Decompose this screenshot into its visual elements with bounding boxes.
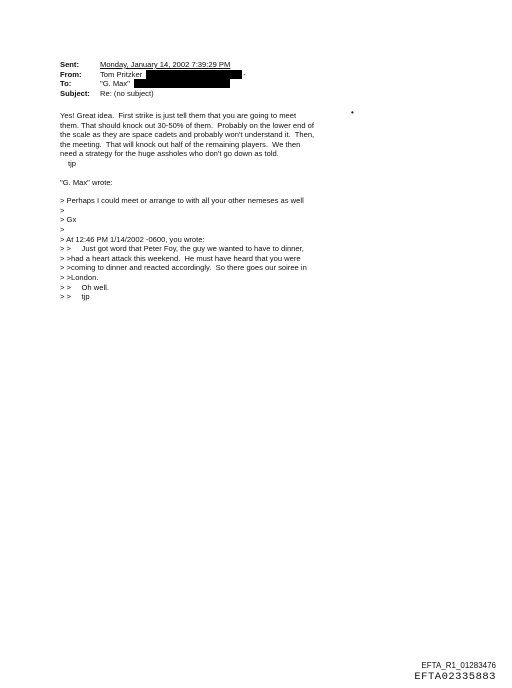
quoted-line: > >had a heart attack this weekend. He must have heard that you were: [60, 253, 301, 263]
subject-row: [60, 89, 246, 99]
quoted-line: > > tjp: [60, 292, 90, 302]
redaction-tick: -: [243, 69, 246, 79]
reply-line: the scale as they are space cadets and probably won't understand it. Then,: [60, 130, 315, 140]
to-label: To:: [60, 79, 72, 89]
from-label: From:: [60, 69, 82, 79]
redaction-bar: [134, 79, 230, 88]
quoted-line: > >London.: [60, 272, 99, 282]
bates-number-secondary: EFTA02335883: [414, 671, 496, 683]
reply-signature: tjp: [68, 158, 77, 168]
from-row: [60, 70, 246, 80]
email-body: [60, 111, 360, 302]
sent-label: Sent:: [60, 60, 79, 69]
subject-label: Subject:: [60, 88, 90, 98]
to-row: [60, 79, 246, 89]
quoted-line: > >coming to dinner and reacted accordingly. So there goes our soiree in: [60, 263, 307, 273]
quoted-line: > > Just got word that Peter Foy, the guy we wanted to have to dinner,: [60, 244, 304, 254]
sent-row: [60, 60, 246, 70]
reply-line: them. That should knock out 30-50% of them. Probably on the lower end of: [60, 120, 314, 130]
reply-line: Yes! Great idea. First strike is just tell them that you are going to meet: [60, 111, 297, 120]
stray-mark: •: [351, 108, 354, 117]
bates-number-primary: EFTA_R1_01283476: [421, 661, 496, 670]
sent-value: Monday, January 14, 2002 7:39:29 PM: [100, 60, 231, 69]
quoted-line: > At 12:46 PM 1/14/2002 -0600, you wrote:: [60, 234, 205, 244]
redaction-bar: [146, 70, 242, 79]
reply-line: the meeting. That will knock out half of the remaining players. We then: [60, 139, 301, 149]
quoted-line: >: [60, 224, 65, 234]
quoted-line: > Perhaps I could meet or arrange to with all your other nemeses as well: [60, 196, 304, 206]
reply-line: need a strategy for the huge assholes who don't go down as told.: [60, 149, 279, 159]
quoted-line: > > Oh well.: [60, 282, 109, 292]
from-value: Tom Pritzker: [100, 69, 143, 79]
attribution-line: "G. Max" wrote:: [60, 177, 113, 187]
to-value: "G. Max": [100, 79, 130, 89]
quoted-line: > Gx: [60, 215, 77, 225]
quoted-line: >: [60, 205, 65, 215]
email-header: [60, 60, 246, 98]
subject-value: Re: (no subject): [100, 88, 154, 98]
